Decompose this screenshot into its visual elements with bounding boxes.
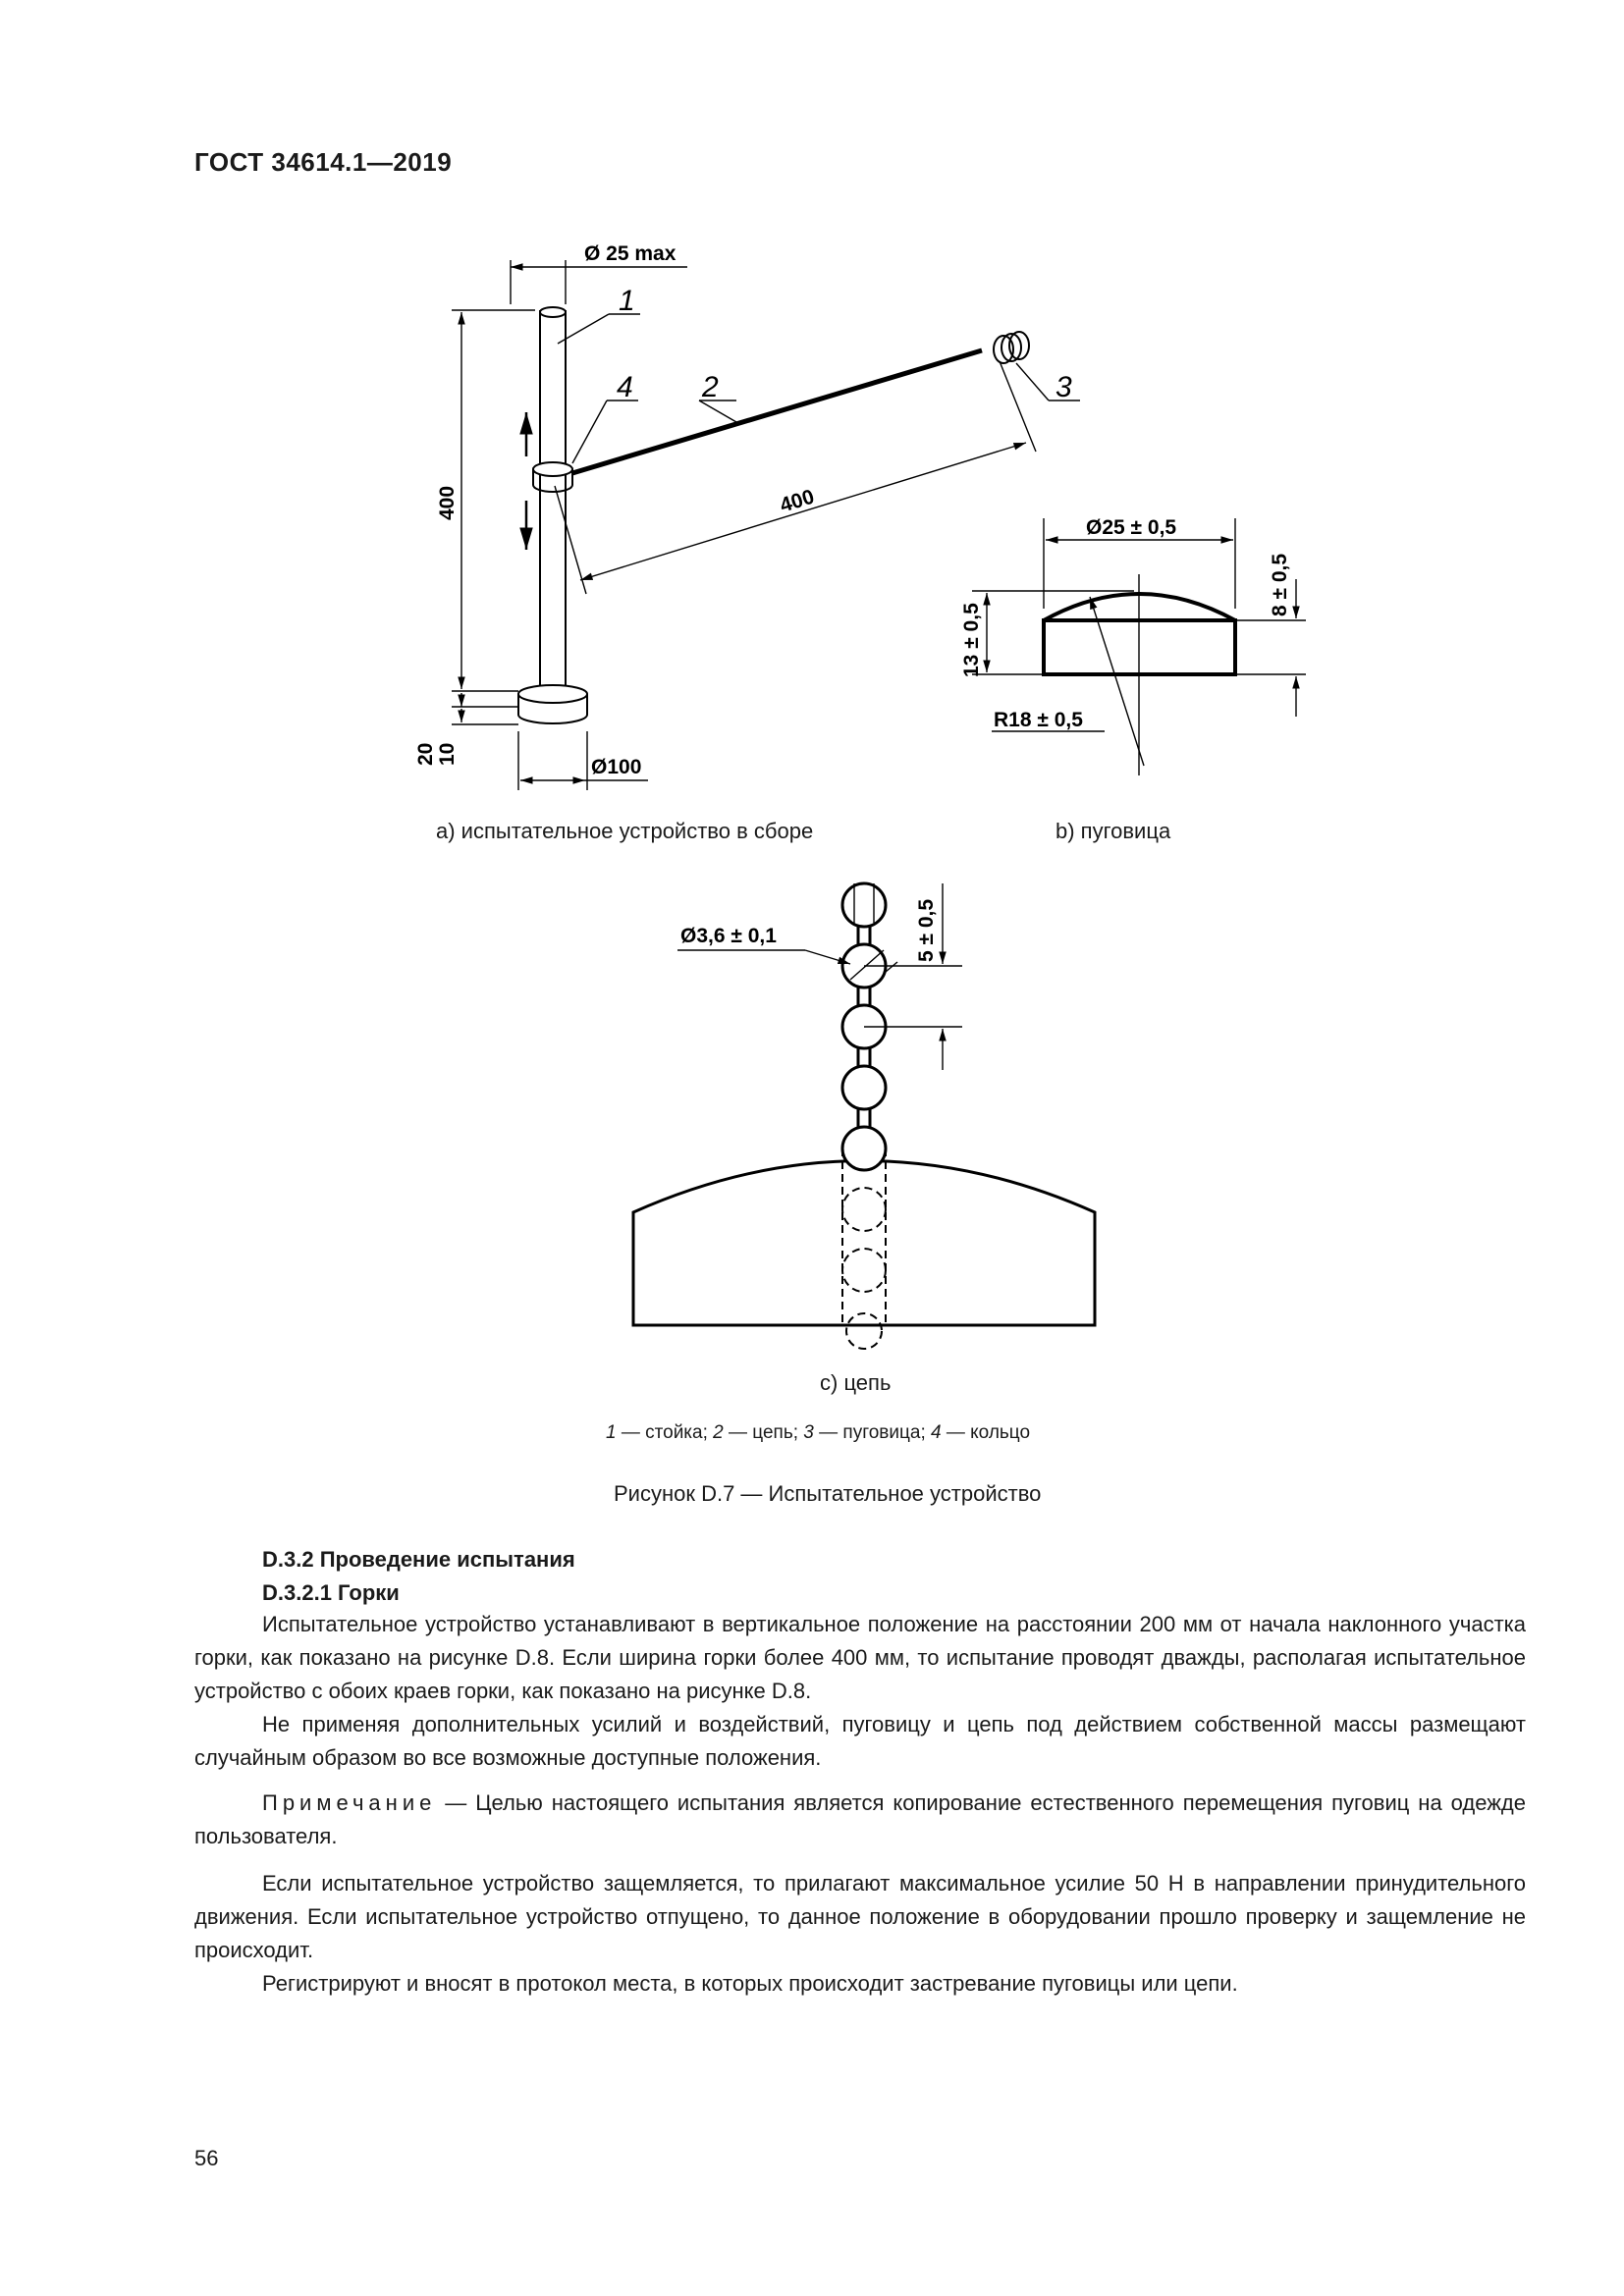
caption-a: a) испытательное устройство в сборе — [436, 819, 814, 843]
document-header: ГОСТ 34614.1—2019 — [194, 147, 453, 177]
legend-text-3: — пуговица; — [813, 1422, 932, 1443]
callout-4: 4 — [617, 371, 633, 403]
ring-top — [533, 462, 572, 476]
chain-line — [572, 350, 982, 473]
section-heading: D.3.2 Проведение испытания — [262, 1547, 575, 1572]
dim-base-diameter: Ø100 — [591, 756, 642, 778]
note — [194, 1787, 1526, 1853]
figure-legend — [606, 1422, 1030, 1444]
subsection-heading: D.3.2.1 Горки — [262, 1580, 400, 1605]
paragraph-2: Не применяя дополнительных усилий и воздействий, пуговицу и цепь под действием собственной массы размещают случайным образом во все возможные доступные положения. — [194, 1712, 1526, 1770]
button-dim-diameter: Ø25 ± 0,5 — [1086, 516, 1177, 539]
figure-d7-c — [0, 864, 1624, 1355]
chain-dim-ball: Ø3,6 ± 0,1 — [680, 925, 777, 947]
legend-text-2: — цепь; — [723, 1422, 804, 1443]
dim-arm: 400 — [777, 485, 817, 517]
button-dim-radius: R18 ± 0,5 — [994, 709, 1083, 731]
callout-3: 3 — [1056, 371, 1072, 403]
dim-diameter-top: Ø 25 max — [584, 242, 677, 265]
chain-button-profile — [633, 1161, 1095, 1326]
figure-d7-ab — [0, 0, 1624, 864]
button-dim-height-top: 8 ± 0,5 — [1269, 553, 1291, 616]
legend-num-2: 2 — [713, 1422, 724, 1443]
dim-height: 400 — [436, 485, 459, 520]
note-text: — Целью настоящего испытания является копирование естественного перемещения пуговиц на одежде пользователя. — [194, 1790, 1526, 1848]
paragraph-1: Испытательное устройство устанавливают в вертикальное положение на расстоянии 200 мм от начала наклонного участка горки, как показано на рисунке D.8. Если ширина горки более 400 мм, то испытание проводят дважды, располагая испытательное устройство с обоих краев горки, как показано на рисунке D.8. — [194, 1612, 1526, 1703]
page-number: 56 — [194, 2146, 219, 2170]
legend-text-1: — стойка; — [616, 1422, 714, 1443]
callout-1: 1 — [619, 285, 635, 317]
legend-num-4: 4 — [931, 1422, 942, 1443]
dim-base-20: 20 — [414, 742, 437, 766]
figure-title: Рисунок D.7 — Испытательное устройство — [614, 1481, 1042, 1506]
base-top — [518, 685, 587, 703]
note-label: Примечание — [262, 1790, 437, 1815]
chain-dim-pitch: 5 ± 0,5 — [915, 898, 938, 962]
post-top — [540, 307, 566, 317]
legend-num-3: 3 — [803, 1422, 814, 1443]
button-dim-height-total: 13 ± 0,5 — [960, 603, 983, 677]
dim-base-10: 10 — [436, 742, 459, 766]
caption-c: c) цепь — [820, 1370, 892, 1395]
legend-text-4: — кольцо — [941, 1422, 1031, 1443]
paragraph-3: Если испытательное устройство защемляется, то прилагают максимальное усилие 50 Н в направлении принудительного движения. Если испытательное устройство отпущено, то данное положение в оборудовании прошло проверку и защемление не происходит. — [194, 1871, 1526, 1962]
legend-num-1: 1 — [606, 1422, 617, 1443]
caption-b: b) пуговица — [1056, 819, 1171, 843]
callout-2: 2 — [702, 371, 719, 403]
paragraph-4: Регистрируют и вносят в протокол места, в которых происходит застревание пуговицы или цепи. — [262, 1971, 1238, 1996]
